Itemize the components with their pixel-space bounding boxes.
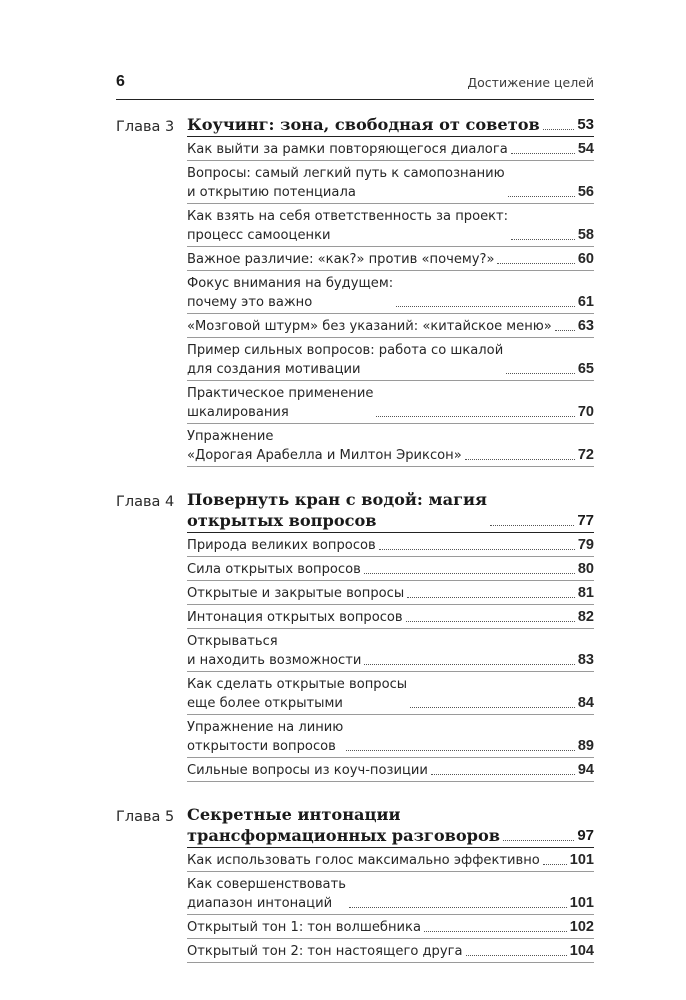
chapter-label: Глава 4 — [116, 494, 175, 510]
toc-entry[interactable] — [187, 533, 594, 557]
dot-leader — [410, 707, 575, 708]
entry-page-number: 63 — [577, 318, 594, 334]
toc-entry[interactable] — [187, 605, 594, 629]
entry-page-number: 83 — [577, 652, 594, 668]
entry-page-number: 101 — [569, 895, 594, 911]
dot-leader — [407, 597, 575, 598]
chapter-4 — [116, 489, 594, 782]
toc-entry[interactable] — [187, 271, 594, 314]
chapter-page-number: 77 — [577, 512, 594, 529]
entry-page-number: 89 — [577, 738, 594, 754]
entry-title: Сила открытых вопросов — [187, 562, 361, 577]
toc-entry[interactable] — [187, 338, 594, 381]
dot-leader — [364, 664, 574, 665]
entry-title: Как взять на себя ответственность за проект: процесс самооценки — [187, 209, 509, 243]
entry-title: Как совершенствовать диапазон интонаций — [187, 877, 346, 911]
entry-title: Открытый тон 2: тон настоящего друга — [187, 944, 463, 959]
toc-entry[interactable] — [187, 872, 594, 915]
entry-page-number: 54 — [577, 141, 594, 157]
dot-leader — [543, 129, 575, 130]
dot-leader — [497, 263, 574, 264]
dot-leader — [466, 955, 567, 956]
dot-leader — [376, 416, 574, 417]
dot-leader — [406, 621, 575, 622]
toc-entry[interactable] — [187, 848, 594, 872]
entry-title: Пример сильных вопросов: работа со шкалой для создания мотивации — [187, 343, 504, 377]
entry-title: Важное различие: «как?» против «почему?» — [187, 252, 495, 267]
entry-title: Как сделать открытые вопросы еще более открытыми — [187, 677, 408, 711]
dot-leader — [431, 774, 575, 775]
chapter-page-number: 53 — [577, 116, 594, 133]
entry-page-number: 72 — [577, 447, 594, 463]
toc-entry[interactable] — [187, 314, 594, 338]
dot-leader — [346, 750, 575, 751]
dot-leader — [424, 931, 567, 932]
entry-page-number: 80 — [577, 561, 594, 577]
dot-leader — [511, 153, 575, 154]
chapter-3 — [116, 114, 594, 467]
dot-leader — [465, 459, 575, 460]
entry-page-number: 60 — [577, 251, 594, 267]
toc-entry[interactable] — [187, 758, 594, 782]
toc-entry[interactable] — [187, 161, 594, 204]
toc-entry[interactable] — [187, 629, 594, 672]
entry-title: Вопросы: самый легкий путь к самопознанию и открытию потенциала — [187, 166, 505, 200]
chapter-5 — [116, 804, 594, 963]
chapter-title: Секретные интонации трансформационных разговоров — [187, 805, 501, 845]
toc-entry[interactable] — [187, 381, 594, 424]
dot-leader — [511, 239, 575, 240]
header-rule — [116, 99, 594, 100]
running-title: Достижение целей — [467, 75, 594, 90]
chapter-title-row[interactable] — [187, 804, 594, 848]
entry-page-number: 101 — [569, 852, 594, 868]
dot-leader — [508, 196, 575, 197]
entry-title: Практическое применение шкалирования — [187, 386, 374, 420]
chapter-title: Коучинг: зона, свободная от советов — [187, 115, 540, 134]
entry-title: Открываться и находить возможности — [187, 634, 362, 668]
toc-entry[interactable] — [187, 137, 594, 161]
entry-page-number: 102 — [569, 919, 594, 935]
entry-title: Сильные вопросы из коуч-позиции — [187, 763, 428, 778]
dot-leader — [349, 907, 567, 908]
table-of-contents — [116, 114, 594, 963]
entry-page-number: 61 — [577, 294, 594, 310]
entry-title: «Мозговой штурм» без указаний: «китайское меню» — [187, 319, 552, 334]
entry-title: Интонация открытых вопросов — [187, 610, 403, 625]
entry-page-number: 65 — [577, 361, 594, 377]
entry-page-number: 58 — [577, 227, 594, 243]
dot-leader — [506, 373, 575, 374]
toc-entry[interactable] — [187, 915, 594, 939]
toc-entry[interactable] — [187, 939, 594, 963]
entry-title: Как выйти за рамки повторяющегося диалога — [187, 142, 508, 157]
entry-title: Открытые и закрытые вопросы — [187, 586, 405, 601]
chapter-label: Глава 3 — [116, 119, 175, 135]
toc-entry[interactable] — [187, 424, 594, 467]
chapter-title: Повернуть кран с водой: магия открытых вопросов — [187, 490, 487, 530]
toc-entry[interactable] — [187, 557, 594, 581]
dot-leader — [555, 330, 575, 331]
chapter-page-number: 97 — [577, 827, 594, 844]
entry-title: Фокус внимания на будущем: почему это важно — [187, 276, 394, 310]
page-header — [116, 70, 594, 100]
entry-page-number: 84 — [577, 695, 594, 711]
toc-entry[interactable] — [187, 672, 594, 715]
dot-leader — [364, 573, 575, 574]
entry-title: Природа великих вопросов — [187, 538, 376, 553]
chapter-label: Глава 5 — [116, 809, 175, 825]
entry-page-number: 94 — [577, 762, 594, 778]
entry-page-number: 70 — [577, 404, 594, 420]
page-number: 6 — [116, 73, 125, 90]
toc-entry[interactable] — [187, 581, 594, 605]
entry-page-number: 104 — [569, 943, 594, 959]
toc-entry[interactable] — [187, 715, 594, 758]
entry-page-number: 82 — [577, 609, 594, 625]
dot-leader — [490, 525, 574, 526]
dot-leader — [379, 549, 575, 550]
dot-leader — [543, 864, 567, 865]
dot-leader — [503, 840, 574, 841]
entry-title: Как использовать голос максимально эффективно — [187, 853, 540, 868]
entry-page-number: 56 — [577, 184, 594, 200]
chapter-title-row[interactable] — [187, 489, 594, 533]
toc-entry[interactable] — [187, 247, 594, 271]
dot-leader — [396, 306, 575, 307]
entry-title: Упражнение на линию открытости вопросов — [187, 720, 344, 754]
entry-title: Упражнение «Дорогая Арабелла и Милтон Эриксон» — [187, 429, 462, 463]
chapter-title-row[interactable] — [187, 114, 594, 137]
entry-page-number: 79 — [577, 537, 594, 553]
toc-entry[interactable] — [187, 204, 594, 247]
entry-title: Открытый тон 1: тон волшебника — [187, 920, 421, 935]
entry-page-number: 81 — [577, 585, 594, 601]
